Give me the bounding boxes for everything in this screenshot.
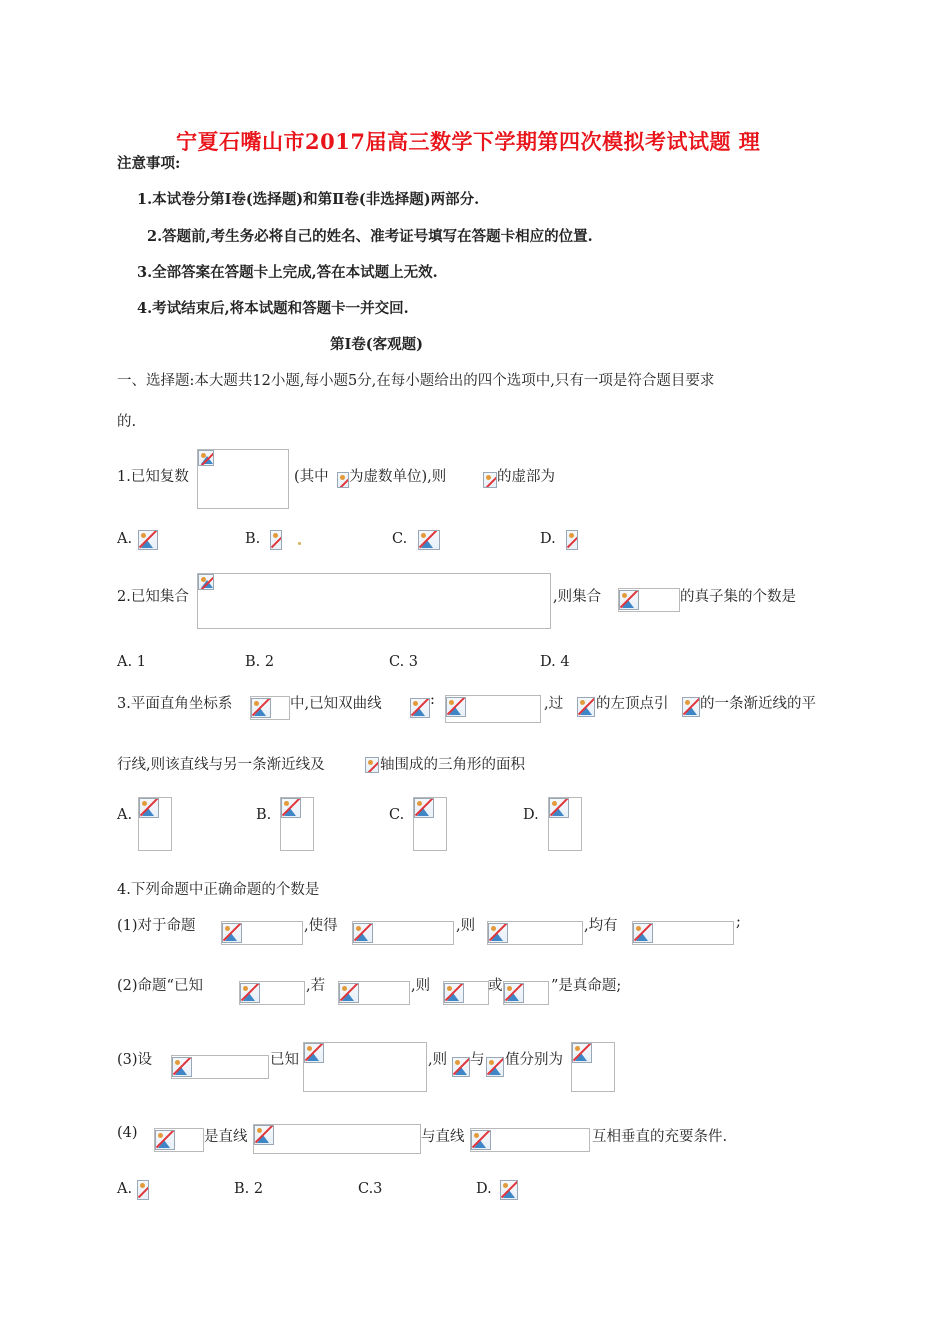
broken-image-icon [504,983,524,1003]
q2-text-1: 2.已知集合 [117,589,189,605]
broken-image-icon [500,1180,518,1200]
q3-text-6: 的一条渐近线的平 [700,696,816,712]
q4-p1-e: ; [736,914,741,930]
formula-image [253,1124,421,1154]
broken-image-icon [137,1180,149,1200]
broken-image-icon [155,1130,175,1150]
q4-option-c: C.3 [358,1181,383,1197]
q3-text-1: 3.平面直角坐标系 [117,696,233,712]
q3-option-c: C. [389,807,405,823]
broken-image-icon [337,472,349,488]
q4-p4-c: 与直线 [421,1129,465,1145]
broken-image-icon [138,530,158,550]
q4-p2-e: ”是真命题; [551,978,622,994]
broken-image-icon [446,697,466,717]
part-intro-line1: 一、选择题:本大题共12小题,每小题5分,在每小题给出的四个选项中,只有一项是符合题目要求 [117,373,715,389]
broken-image-icon [198,574,214,590]
q4-p3-a: (3)设 [117,1052,153,1068]
q4-text-1: 4.下列命题中正确命题的个数是 [117,882,320,898]
q4-p1-d: ,均有 [584,918,618,934]
broken-image-icon [410,698,430,718]
broken-image-icon [304,1043,324,1063]
page-title: 宁夏石嘴山市2017届高三数学下学期第四次模拟考试试题 理 [176,129,761,154]
q4-p4-d: 互相垂直的充要条件. [592,1129,728,1145]
q1-option-d: D. [540,531,556,547]
q4-p3-d: 与 [470,1052,485,1068]
notice-item-3: 3.全部答案在答题卡上完成,答在本试题上无效. [137,264,438,281]
q3-option-b: B. [256,807,272,823]
q1-option-a: A. [117,531,133,547]
broken-image-icon [488,923,508,943]
section-title: 第Ⅰ卷(客观题) [330,336,424,353]
q3-text-2: 中,已知双曲线 [290,696,382,712]
broken-image-icon [471,1130,491,1150]
q4-option-b: B. 2 [234,1181,264,1197]
q3-text-3: : [430,692,435,708]
broken-image-icon [139,798,159,818]
broken-image-icon [566,530,578,550]
q2-option-a: A. 1 [117,654,146,670]
q4-p2-b: ,若 [306,978,326,994]
q1-text-1: 1.已知复数 [117,469,189,485]
broken-image-icon [251,698,271,718]
notice-item-4: 4.考试结束后,将本试题和答题卡一并交回. [137,300,409,317]
q2-option-c: C. 3 [389,654,419,670]
q1-text-3: 为虚数单位),则 [349,469,447,485]
broken-image-icon [619,590,639,610]
broken-image-icon [414,798,434,818]
q3-option-a: A. [117,807,133,823]
broken-image-icon [444,983,464,1003]
notice-heading: 注意事项: [117,155,181,172]
q4-option-a: A. [117,1181,133,1197]
q4-p4-a: (4) [117,1125,138,1141]
q3-text-4: ,过 [544,696,564,712]
q1-text-2: (其中 [294,469,329,485]
broken-image-icon [549,798,569,818]
part-intro-line2: 的. [117,414,137,430]
broken-image-icon [254,1125,274,1145]
q4-p1-a: (1)对于命题 [117,918,196,934]
q4-p1-b: ,使得 [304,918,338,934]
q2-text-3: 的真子集的个数是 [680,589,796,605]
broken-image-icon [572,1043,592,1063]
q4-p3-c: ,则 [428,1052,448,1068]
stray-dot [298,542,301,545]
broken-image-icon [172,1057,192,1077]
q1-option-c: C. [392,531,408,547]
broken-image-icon [452,1057,470,1077]
q4-p3-b: 已知 [270,1052,299,1068]
broken-image-icon [240,983,260,1003]
q4-p2-c: ,则 [411,978,431,994]
formula-image [197,573,551,629]
q4-p4-b: 是直线 [204,1129,248,1145]
broken-image-icon [281,798,301,818]
q1-text-4: 的虚部为 [497,469,555,485]
broken-image-icon [270,530,282,550]
broken-image-icon [682,697,700,717]
broken-image-icon [222,923,242,943]
q2-option-d: D. 4 [540,654,570,670]
q4-option-d: D. [476,1181,492,1197]
q2-text-2: ,则集合 [553,589,602,605]
broken-image-icon [483,472,497,488]
q4-p1-c: ,则 [456,918,476,934]
broken-image-icon [339,983,359,1003]
broken-image-icon [198,450,214,466]
broken-image-icon [486,1057,504,1077]
q4-p2-d: 或 [488,978,503,994]
notice-item-1: 1.本试卷分第Ⅰ卷(选择题)和第Ⅱ卷(非选择题)两部分. [137,191,480,208]
q1-option-b: B. [245,531,261,547]
broken-image-icon [633,923,653,943]
broken-image-icon [577,697,595,717]
q3-text-5: 的左顶点引 [596,696,669,712]
notice-item-2: 2.答题前,考生务必将自己的姓名、准考证号填写在答题卡相应的位置. [147,228,593,245]
q4-p2-a: (2)命题“已知 [117,978,203,994]
q3-line2-a: 行线,则该直线与另一条渐近线及 [117,757,325,773]
broken-image-icon [418,530,440,550]
q2-option-b: B. 2 [245,654,275,670]
q3-option-d: D. [523,807,539,823]
q3-line2-b: 轴围成的三角形的面积 [380,757,525,773]
broken-image-icon [353,923,373,943]
q4-p3-e: 值分别为 [505,1052,563,1068]
broken-image-icon [365,757,379,773]
